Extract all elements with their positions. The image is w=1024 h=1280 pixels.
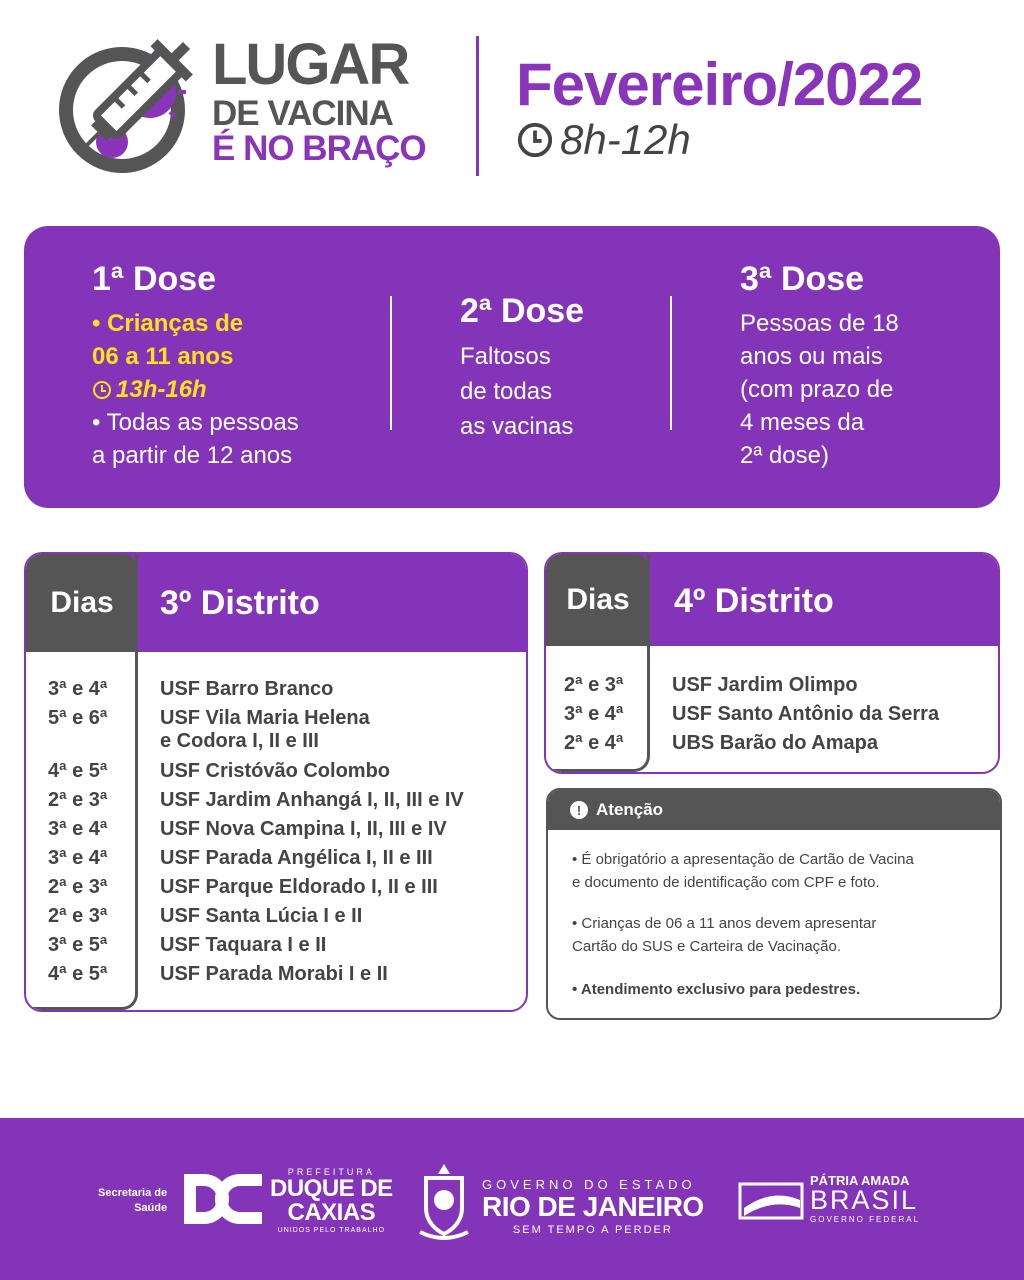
campaign-logo [212, 32, 426, 168]
dose2-line3: as vacinas [460, 413, 574, 440]
district3-card [24, 552, 528, 1012]
dose1-highlight-line1: • Crianças de [92, 310, 244, 337]
table-row-place: USF Taquara I e II [160, 934, 327, 956]
table-row-days: 2ª e 4ª [564, 732, 624, 754]
district4-days-header: Dias [546, 554, 650, 646]
table-row-days: 5ª e 6ª [48, 707, 108, 729]
logo-line3: É NO BRAÇO [212, 129, 426, 168]
governo-rj-logo: GOVERNO DO ESTADO RIO DE JANEIRO SEM TEMPO A PERDER [482, 1177, 704, 1236]
syringe-virus-icon [50, 32, 200, 182]
dose3-column [740, 260, 899, 472]
dose1-highlight-hours: 13h-16h [92, 373, 299, 406]
table-row-days: 4ª e 5ª [48, 963, 108, 985]
table-row-place: USF Parada Angélica I, II e III [160, 847, 433, 869]
attention-header [548, 790, 1000, 830]
table-row-place: USF Santa Lúcia I e II [160, 905, 363, 927]
table-row-days: 3ª e 5ª [48, 934, 108, 956]
table-row-days: 2ª e 3ª [48, 905, 108, 927]
table-row-place: USF Jardim Olimpo [672, 674, 858, 696]
header-divider [476, 36, 479, 176]
dose3-title: 3ª Dose [740, 260, 865, 298]
attention-paragraph-2: • Crianças de 06 a 11 anos devem apresentar Cartão do SUS e Carteira de Vacinação. [572, 915, 877, 955]
table-row-place: USF Parada Morabi I e II [160, 963, 388, 985]
dc-logo-icon [180, 1170, 266, 1228]
district3-days-header: Dias [26, 554, 138, 652]
dose1-line2: a partir de 12 anos [92, 442, 293, 469]
clock-icon [92, 380, 112, 400]
header [0, 0, 1024, 200]
dose1-line1: • Todas as pessoas [92, 409, 299, 436]
dose2-column [460, 292, 584, 444]
logo-line1: LUGAR [212, 32, 409, 97]
attention-paragraph-3: • Atendimento exclusivo para pedestres. [572, 981, 861, 998]
table-row-days: 4ª e 5ª [48, 760, 108, 782]
dose1-title: 1ª Dose [92, 260, 217, 298]
table-row-place-cont: e Codora I, II e III [160, 730, 319, 752]
doses-panel [24, 226, 1000, 508]
district4-title: 4º Distrito [674, 582, 834, 620]
dose3-line2: anos ou mais [740, 343, 883, 370]
attention-title: Atenção [596, 800, 664, 819]
brasil-flag-icon [738, 1178, 804, 1224]
hours [516, 116, 691, 164]
clock-icon [516, 121, 554, 159]
attention-paragraph-1: • É obrigatório a apresentação de Cartão de Vacina e documento de identificação com CPF e foto. [572, 851, 914, 891]
table-row-days: 2ª e 3ª [564, 674, 624, 696]
table-row-days: 3ª e 4ª [48, 678, 108, 700]
table-row-days: 3ª e 4ª [564, 703, 624, 725]
dose3-line3: (com prazo de [740, 376, 894, 403]
secretaria-label: Secretaria de Saúde [98, 1187, 168, 1214]
governo-federal-logo: PÁTRIA AMADA BRASIL GOVERNO FEDERAL [810, 1173, 921, 1224]
hours-text: 8h-12h [560, 116, 691, 163]
table-row-place: UBS Barão do Amapa [672, 732, 878, 754]
dose2-line1: Faltosos [460, 343, 551, 370]
month-title: Fevereiro/2022 [516, 51, 923, 118]
district4-card [544, 552, 1000, 774]
attention-box [546, 788, 1002, 1020]
dose2-title: 2ª Dose [460, 292, 585, 330]
table-row-days: 3ª e 4ª [48, 818, 108, 840]
table-row-place: USF Nova Campina I, II, III e IV [160, 818, 447, 840]
prefeitura-logo: PREFEITURA DUQUE DE CAXIAS UNIDOS PELO TRABALHO [270, 1167, 393, 1234]
table-row-place: USF Santo Antônio da Serra [672, 703, 940, 725]
district3-title: 3º Distrito [160, 584, 320, 622]
footer [0, 1118, 1024, 1280]
alert-icon: ! [570, 801, 588, 819]
dose2-line2: de todas [460, 378, 553, 405]
dose3-line1: Pessoas de 18 [740, 310, 899, 337]
dose3-line5: 2ª dose) [740, 442, 829, 469]
logo-line2: DE VACINA [212, 94, 393, 133]
dose3-line4: 4 meses da [740, 409, 865, 436]
divider [670, 296, 672, 430]
table-row-place: USF Parque Eldorado I, II e III [160, 876, 438, 898]
table-row-place: USF Barro Branco [160, 678, 334, 700]
divider [390, 296, 392, 430]
table-row-days: 2ª e 3ª [48, 876, 108, 898]
table-row-place: USF Vila Maria Helena [160, 707, 370, 729]
dose1-column [92, 260, 299, 472]
table-row-place: USF Cristóvão Colombo [160, 760, 391, 782]
table-row-place: USF Jardim Anhangá I, II, III e IV [160, 789, 464, 811]
dose1-highlight-line2: 06 a 11 anos [92, 343, 234, 370]
table-row-days: 2ª e 3ª [48, 789, 108, 811]
coat-of-arms-icon [416, 1162, 472, 1240]
table-row-days: 3ª e 4ª [48, 847, 108, 869]
